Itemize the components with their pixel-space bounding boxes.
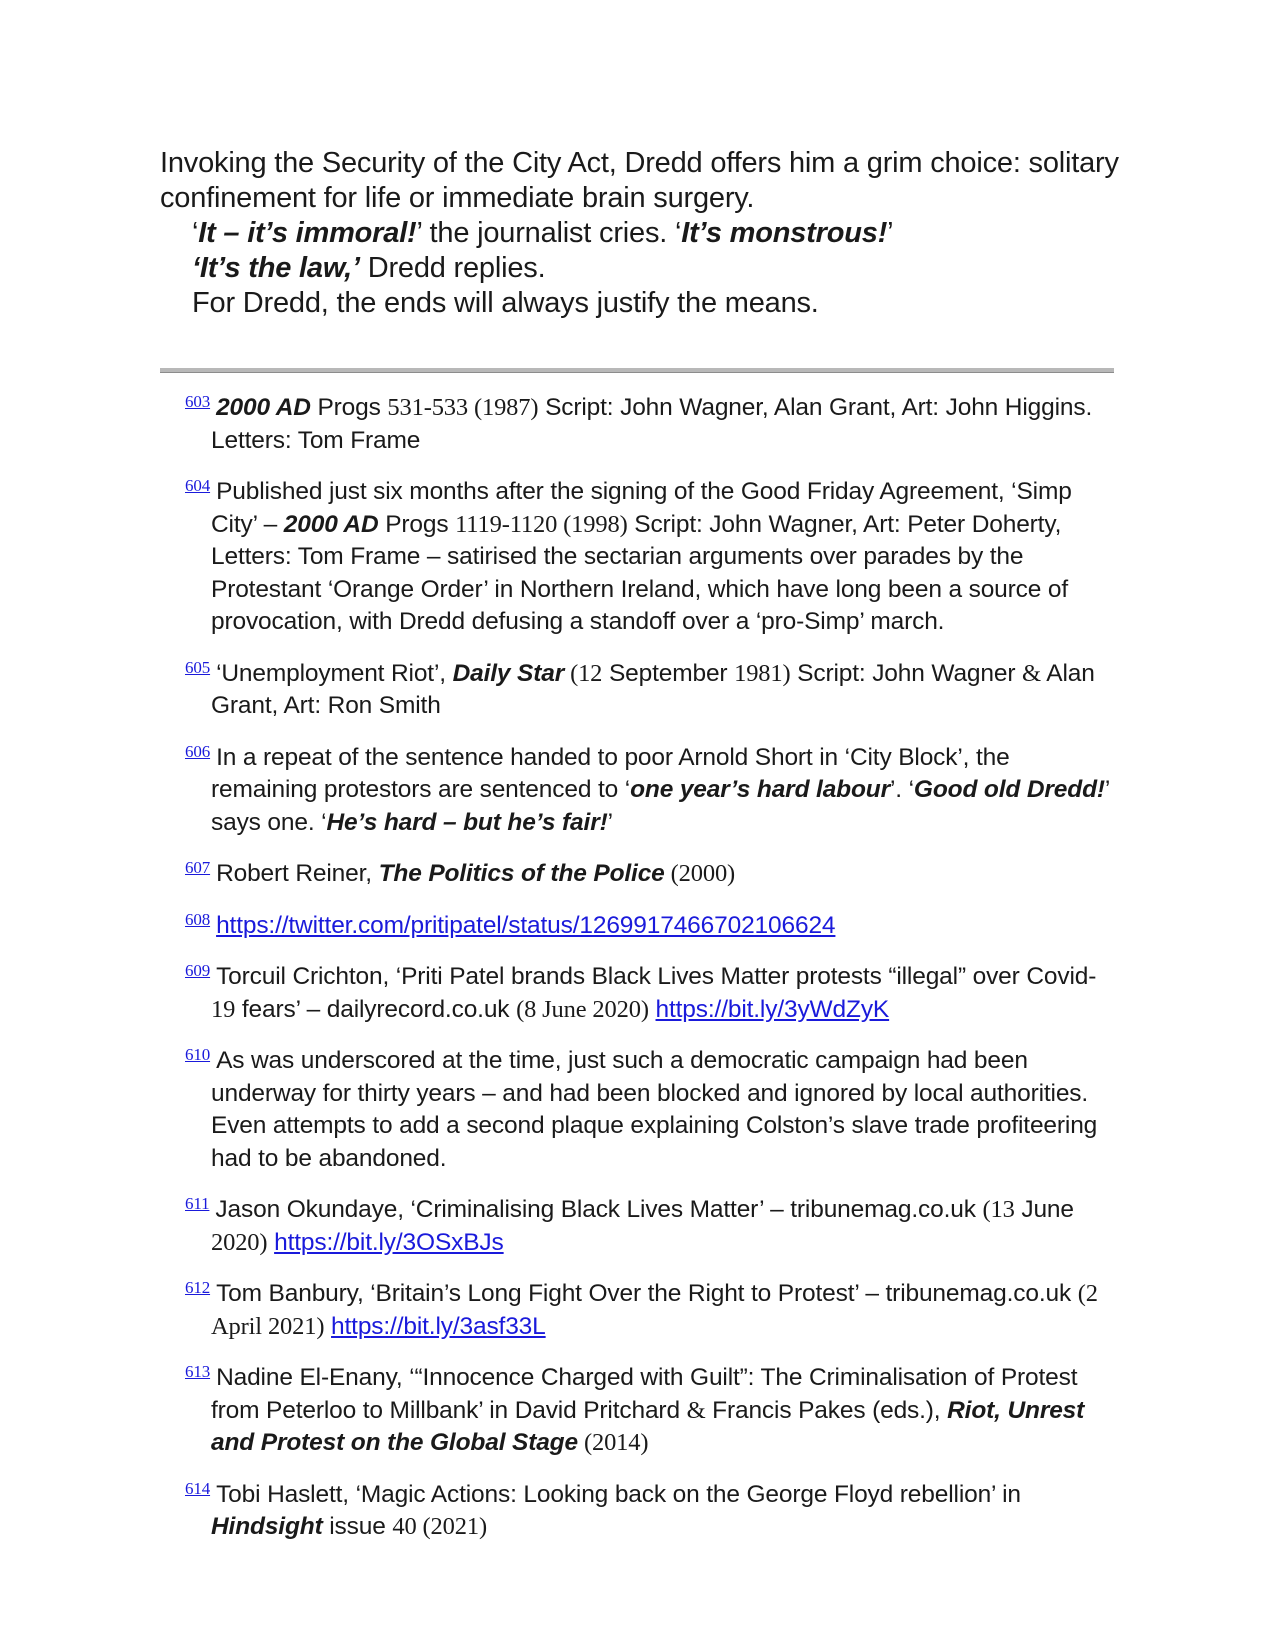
footnote-607: $^{607}$ Robert Reiner, The Politics of the Police (2000) xyxy=(185,858,736,887)
footnote-608 xyxy=(185,904,1115,943)
footnote-number[interactable]: 611 xyxy=(185,1194,210,1213)
footnote-number[interactable]: 605 xyxy=(185,657,211,677)
quote-monstrous: It’s monstrous! xyxy=(681,217,888,249)
footnote-613: $^{613}$ Nadine El-Enany, ‘“Innocence Charged with Guilt”: The Criminalisation of Protest from Peterloo to Millbank’ in David Pritchard & Francis Pakes (eds.), Riot, Unrest and Protest on the Global Stage (2014) xyxy=(185,1362,1085,1456)
paragraph-dredd-replies: ‘It’s the law,’ Dredd replies. xyxy=(192,252,546,284)
footnote-number[interactable]: 610 xyxy=(185,1045,211,1064)
paragraph-ends-means: For Dredd, the ends will always justify the means. xyxy=(192,287,819,319)
footnote-604: $^{604}$ Published just six months after the signing of the Good Friday Agreement, ‘Simp City’ – 2000 AD Progs 1119-1120 (1998) Script: John Wagner, Art: Peter Doherty, Letters: Tom Frame – satirised the sectarian arguments over parades by the Protestant ‘Orange Order’ in Northern Ireland, which have long been a source of provocation, with Dredd defusing a standoff over a ‘pro-Simp’ march. xyxy=(185,476,1072,635)
footnote-number[interactable]: 608 xyxy=(185,909,211,929)
paragraph-choice: Invoking the Security of the City Act, Dredd offers him a grim choice: solitary confinement for life or immediate brain surgery. xyxy=(160,147,1119,214)
dailyrecord-link[interactable]: https://bit.ly/3yWdZyK xyxy=(655,995,890,1023)
footnote-605: $^{605}$ ‘Unemployment Riot’, Daily Star (12 September 1981) Script: John Wagner & Alan Grant, Art: Ron Smith xyxy=(185,657,1095,719)
footnote-number[interactable]: 606 xyxy=(185,741,211,761)
tribunemag-criminalising-link[interactable]: https://bit.ly/3OSxBJs xyxy=(274,1228,504,1256)
body-text xyxy=(160,146,1120,321)
twitter-status-link[interactable]: https://twitter.com/pritipatel/status/1269917466702106624 xyxy=(216,911,836,939)
tribunemag-protest-link[interactable]: https://bit.ly/3asf33L xyxy=(331,1312,546,1340)
footnote-603: $^{603}$ 2000 AD Progs 531-533 (1987) Script: John Wagner, Alan Grant, Art: John Higgins. Letters: Tom Frame xyxy=(185,392,1093,454)
footnote-614: $^{614}$ Tobi Haslett, ‘Magic Actions: Looking back on the George Floyd rebellion’ in Hindsight issue 40 (2021) xyxy=(185,1478,1021,1540)
footnote-number[interactable]: 604 xyxy=(185,476,211,495)
footnote-number[interactable]: 614 xyxy=(185,1478,211,1498)
footnote-number[interactable]: 609 xyxy=(185,961,211,980)
footnote-number[interactable]: 612 xyxy=(185,1278,211,1297)
footnote-612: $^{612}$ Tom Banbury, ‘Britain’s Long Fight Over the Right to Protest’ – tribunemag.co.uk (2 April 2021) https://bit.ly/3asf33L xyxy=(185,1278,1098,1340)
quote-immoral: It – it’s immoral! xyxy=(198,217,417,249)
footnote-611: $^{611}$ Jason Okundaye, ‘Criminalising Black Lives Matter’ – tribunemag.co.uk (13 June 2020) https://bit.ly/3OSxBJs xyxy=(185,1194,1074,1256)
paragraph-journalist-cries: ‘It – it’s immoral!’ the journalist cries. ‘It’s monstrous!’ xyxy=(192,217,894,249)
footnote-609: $^{609}$ Torcuil Crichton, ‘Priti Patel brands Black Lives Matter protests “illegal” over Covid-19 fears’ – dailyrecord.co.uk (8 June 2020) https://bit.ly/3yWdZyK xyxy=(185,961,1097,1023)
footnotes-list xyxy=(185,386,1115,1557)
footnote-606: $^{606}$ In a repeat of the sentence handed to poor Arnold Short in ‘City Block’, the remaining protestors are sentenced to ‘one year’s hard labour’. ‘Good old Dredd!’ says one. ‘He’s hard – but he’s fair!’ xyxy=(185,741,1110,836)
footnote-divider xyxy=(160,368,1114,373)
footnote-number[interactable]: 607 xyxy=(185,858,211,877)
footnote-number[interactable]: 603 xyxy=(185,392,211,411)
quote-law: ‘It’s the law,’ xyxy=(192,252,360,284)
footnote-610: $^{610}$ As was underscored at the time, just such a democratic campaign had been underway for thirty years – and had been blocked and ignored by local authorities. Even attempts to add a second plaque explaining Colston’s slave trade profiteering had to be abandoned. xyxy=(185,1045,1098,1172)
footnote-number[interactable]: 613 xyxy=(185,1362,211,1381)
